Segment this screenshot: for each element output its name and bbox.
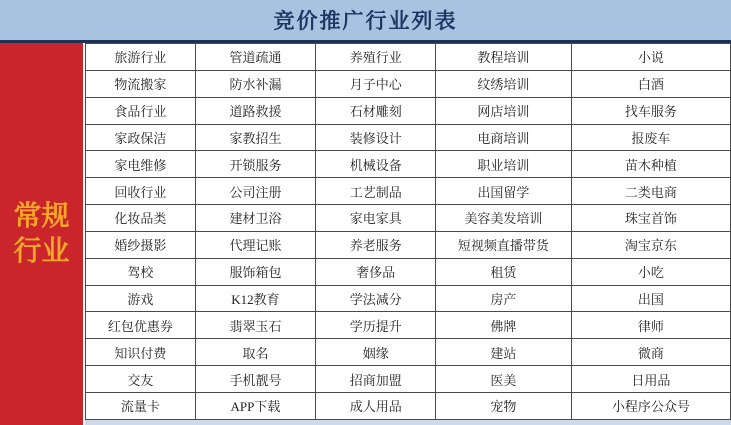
industry-cell: 食品行业 xyxy=(86,97,196,124)
industry-cell: 翡翠玉石 xyxy=(195,312,316,339)
industry-cell: 家电维修 xyxy=(86,151,196,178)
industry-cell: 律师 xyxy=(571,312,730,339)
industry-cell: 物流搬家 xyxy=(86,70,196,97)
industry-cell: 机械设备 xyxy=(316,151,436,178)
industry-cell: 姻缘 xyxy=(316,339,436,366)
industry-cell: 微商 xyxy=(571,339,730,366)
category-label-line2: 行业 xyxy=(13,236,70,267)
table-row xyxy=(86,124,731,151)
industry-cell: 美容美发培训 xyxy=(436,205,571,232)
industry-cell: 出国留学 xyxy=(436,178,571,205)
industry-cell: 纹绣培训 xyxy=(436,70,571,97)
industry-cell: 工艺制品 xyxy=(316,178,436,205)
title-bar xyxy=(0,0,731,43)
industry-cell: 报废车 xyxy=(571,124,730,151)
industry-cell: 短视频直播带货 xyxy=(436,231,571,258)
industry-cell: 苗木种植 xyxy=(571,151,730,178)
industry-cell: 驾校 xyxy=(86,258,196,285)
industry-cell: 二类电商 xyxy=(571,178,730,205)
table-row xyxy=(86,178,731,205)
industry-cell: 招商加盟 xyxy=(316,366,436,393)
bottom-strip xyxy=(85,420,731,425)
industry-cell: K12教育 xyxy=(195,285,316,312)
industry-cell: 养老服务 xyxy=(316,231,436,258)
industry-cell: 开锁服务 xyxy=(195,151,316,178)
industry-cell: 宠物 xyxy=(436,392,571,419)
industry-cell: 回收行业 xyxy=(86,178,196,205)
industry-cell: 装修设计 xyxy=(316,124,436,151)
industry-cell: 手机靓号 xyxy=(195,366,316,393)
table-row xyxy=(86,285,731,312)
industry-cell: 婚纱摄影 xyxy=(86,231,196,258)
table-row xyxy=(86,339,731,366)
industry-cell: 管道疏通 xyxy=(195,44,316,71)
industry-cell: 奢侈品 xyxy=(316,258,436,285)
industry-cell: 学法减分 xyxy=(316,285,436,312)
industry-cell: 学历提升 xyxy=(316,312,436,339)
table-row xyxy=(86,312,731,339)
industry-cell: 小说 xyxy=(571,44,730,71)
industry-cell: 日用品 xyxy=(571,366,730,393)
table-row xyxy=(86,44,731,71)
industry-cell: 家教招生 xyxy=(195,124,316,151)
industry-cell: 医美 xyxy=(436,366,571,393)
industry-cell: 游戏 xyxy=(86,285,196,312)
industry-cell: 化妆品类 xyxy=(86,205,196,232)
industry-cell: 交友 xyxy=(86,366,196,393)
industry-cell: 出国 xyxy=(571,285,730,312)
industry-cell: 红包优惠券 xyxy=(86,312,196,339)
industry-cell: 佛牌 xyxy=(436,312,571,339)
industry-cell: 小吃 xyxy=(571,258,730,285)
industry-cell: 养殖行业 xyxy=(316,44,436,71)
industry-cell: 成人用品 xyxy=(316,392,436,419)
industry-cell: 职业培训 xyxy=(436,151,571,178)
table-row xyxy=(86,258,731,285)
table-row xyxy=(86,70,731,97)
industry-table xyxy=(85,43,731,420)
industry-cell: 石材雕刻 xyxy=(316,97,436,124)
category-sidebar xyxy=(0,43,83,425)
industry-cell: 找车服务 xyxy=(571,97,730,124)
category-label-line1: 常规 xyxy=(13,201,70,232)
industry-cell: 网店培训 xyxy=(436,97,571,124)
industry-cell: 流量卡 xyxy=(86,392,196,419)
industry-cell: 电商培训 xyxy=(436,124,571,151)
industry-cell: 公司注册 xyxy=(195,178,316,205)
industry-cell: 房产 xyxy=(436,285,571,312)
industry-cell: 取名 xyxy=(195,339,316,366)
industry-cell: 小程序公众号 xyxy=(571,392,730,419)
industry-cell: 白酒 xyxy=(571,70,730,97)
table-row xyxy=(86,151,731,178)
industry-cell: 建材卫浴 xyxy=(195,205,316,232)
industry-cell: 租赁 xyxy=(436,258,571,285)
table-row xyxy=(86,231,731,258)
industry-cell: 服饰箱包 xyxy=(195,258,316,285)
industry-cell: 知识付费 xyxy=(86,339,196,366)
industry-cell: 家电家具 xyxy=(316,205,436,232)
industry-cell: 防水补漏 xyxy=(195,70,316,97)
industry-cell: 淘宝京东 xyxy=(571,231,730,258)
page-title: 竞价推广行业列表 xyxy=(273,9,458,33)
industry-table-body xyxy=(86,44,731,420)
industry-cell: 旅游行业 xyxy=(86,44,196,71)
table-row xyxy=(86,366,731,393)
industry-cell: 珠宝首饰 xyxy=(571,205,730,232)
industry-cell: 道路救援 xyxy=(195,97,316,124)
industry-cell: 家政保洁 xyxy=(86,124,196,151)
table-row xyxy=(86,205,731,232)
industry-cell: 教程培训 xyxy=(436,44,571,71)
industry-cell: APP下载 xyxy=(195,392,316,419)
category-label xyxy=(13,199,69,269)
table-row xyxy=(86,392,731,419)
table-row xyxy=(86,97,731,124)
industry-cell: 建站 xyxy=(436,339,571,366)
table-area xyxy=(83,43,731,425)
industry-cell: 月子中心 xyxy=(316,70,436,97)
industry-cell: 代理记账 xyxy=(195,231,316,258)
